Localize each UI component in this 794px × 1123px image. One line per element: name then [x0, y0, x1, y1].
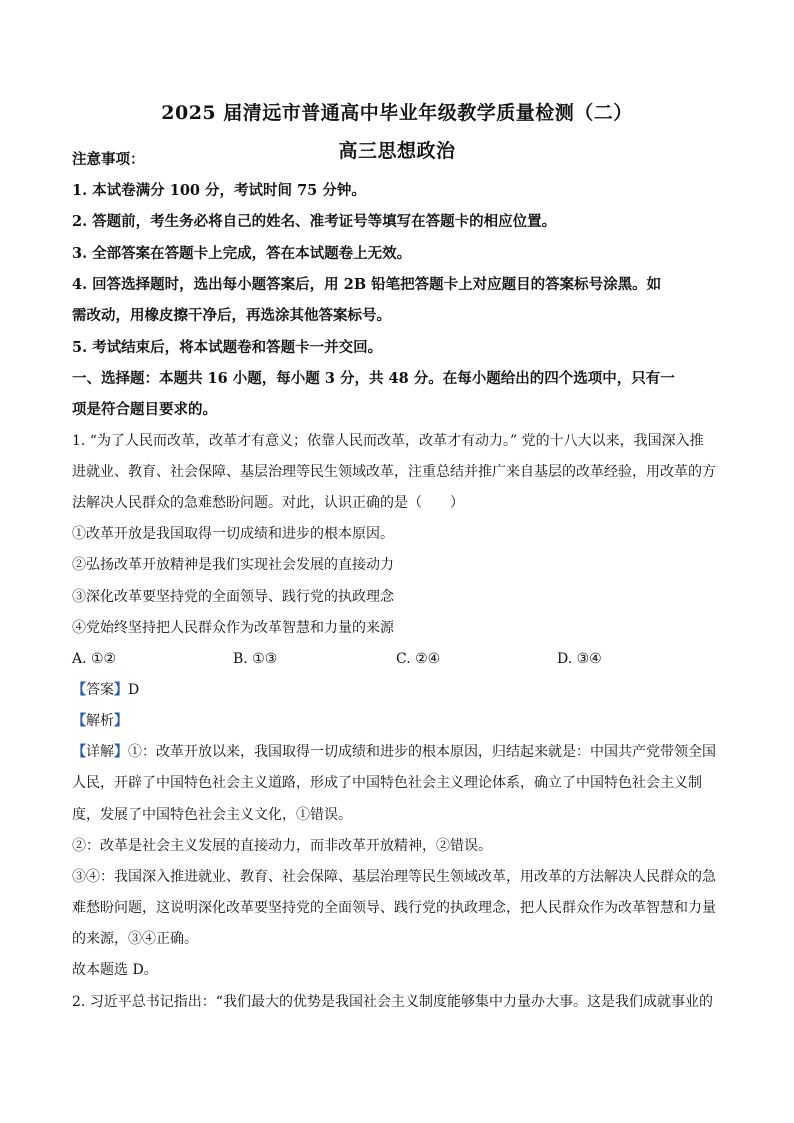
exam-title: 2025 届清远市普通高中毕业年级教学质量检测（二） — [161, 102, 633, 124]
q1-statement-2: ②弘扬改革开放精神是我们实现社会发展的直接动力 — [72, 557, 394, 573]
q1-statement-4: ④党始终坚持把人民群众作为改革智慧和力量的来源 — [72, 620, 394, 636]
notice-heading: 注意事项： — [72, 151, 145, 168]
analysis-tag: 【解析】 — [72, 713, 128, 729]
section-heading: 一、选择题：本题共 16 小题，每小题 3 分，共 48 分。在每小题给出的四个选项中，只有一 — [72, 370, 675, 387]
q1-detail-line-7: 的来源，③④正确。 — [72, 931, 198, 947]
q1-option-b: B. ①③ — [233, 651, 278, 667]
notice-item-3: 3. 全部答案在答题卡上完成，答在本试题卷上无效。 — [72, 245, 412, 262]
answer-tag: 【答案】 — [72, 682, 128, 698]
q1-detail-line-4: ②：改革是社会主义发展的直接动力，而非改革开放精神，②错误。 — [72, 838, 492, 854]
q1-stem-line-3: 法解决人民群众的急难愁盼问题。对此，认识正确的是（ ） — [72, 495, 464, 511]
notice-item-4-cont: 需改动，用橡皮擦干净后，再选涂其他答案标号。 — [72, 307, 391, 324]
q1-detail-line-6: 难愁盼问题，这说明深化改革要坚持党的全面领导、践行党的执政理念，把人民群众作为改革智慧和力量 — [72, 900, 716, 916]
q1-statement-3: ③深化改革要坚持党的全面领导、践行党的执政理念 — [72, 589, 394, 605]
notice-item-4: 4. 回答选择题时，选出每小题答案后，用 2B 铅笔把答题卡上对应题目的答案标号涂黑。如 — [72, 276, 662, 293]
q1-option-c: C. ②④ — [396, 651, 441, 667]
q1-detail-line-3: 度，发展了中国特色社会主义文化，①错误。 — [72, 807, 352, 823]
notice-item-2: 2. 答题前，考生务必将自己的姓名、准考证号等填写在答题卡的相应位置。 — [72, 213, 557, 230]
q1-stem-line-1: 1. “为了人民而改革，改革才有意义；依靠人民而改革，改革才有动力。” 党的十八大以来，我国深入推 — [72, 433, 704, 449]
section-heading-cont: 项是符合题目要求的。 — [72, 401, 217, 418]
exam-subject: 高三思想政治 — [338, 140, 456, 162]
notice-item-5: 5. 考试结束后，将本试题卷和答题卡一并交回。 — [72, 339, 383, 356]
q1-statement-1: ①改革开放是我国取得一切成绩和进步的根本原因。 — [72, 526, 394, 542]
q1-detail-line-2: 人民，开辟了中国特色社会主义道路，形成了中国特色社会主义理论体系，确立了中国特色社会主义制 — [72, 775, 702, 791]
q1-option-d: D. ③④ — [557, 651, 602, 667]
q2-stem-line-1: 2. 习近平总书记指出：“我们最大的优势是我国社会主义制度能够集中力量办大事。这是我们成就事业的 — [72, 994, 713, 1010]
q1-detail-line-5: ③④：我国深入推进就业、教育、社会保障、基层治理等民生领域改革，用改革的方法解决人民群众的急 — [72, 869, 716, 885]
q1-option-a: A. ①② — [72, 651, 117, 667]
q1-analysis — [72, 711, 732, 731]
q1-answer — [72, 680, 732, 700]
q1-conclusion: 故本题选 D。 — [72, 962, 158, 978]
notice-item-1: 1. 本试卷满分 100 分，考试时间 75 分钟。 — [72, 182, 366, 199]
answer-value: D — [128, 682, 140, 698]
detail-tag: 【详解】 — [72, 744, 128, 760]
q1-detail-line-1: 【详解】①：改革开放以来，我国取得一切成绩和进步的根本原因，归结起来就是：中国共产党带领全国 — [72, 744, 716, 760]
q1-stem-line-2: 进就业、教育、社会保障、基层治理等民生领域改革，注重总结并推广来自基层的改革经验，用改革的方 — [72, 464, 716, 480]
